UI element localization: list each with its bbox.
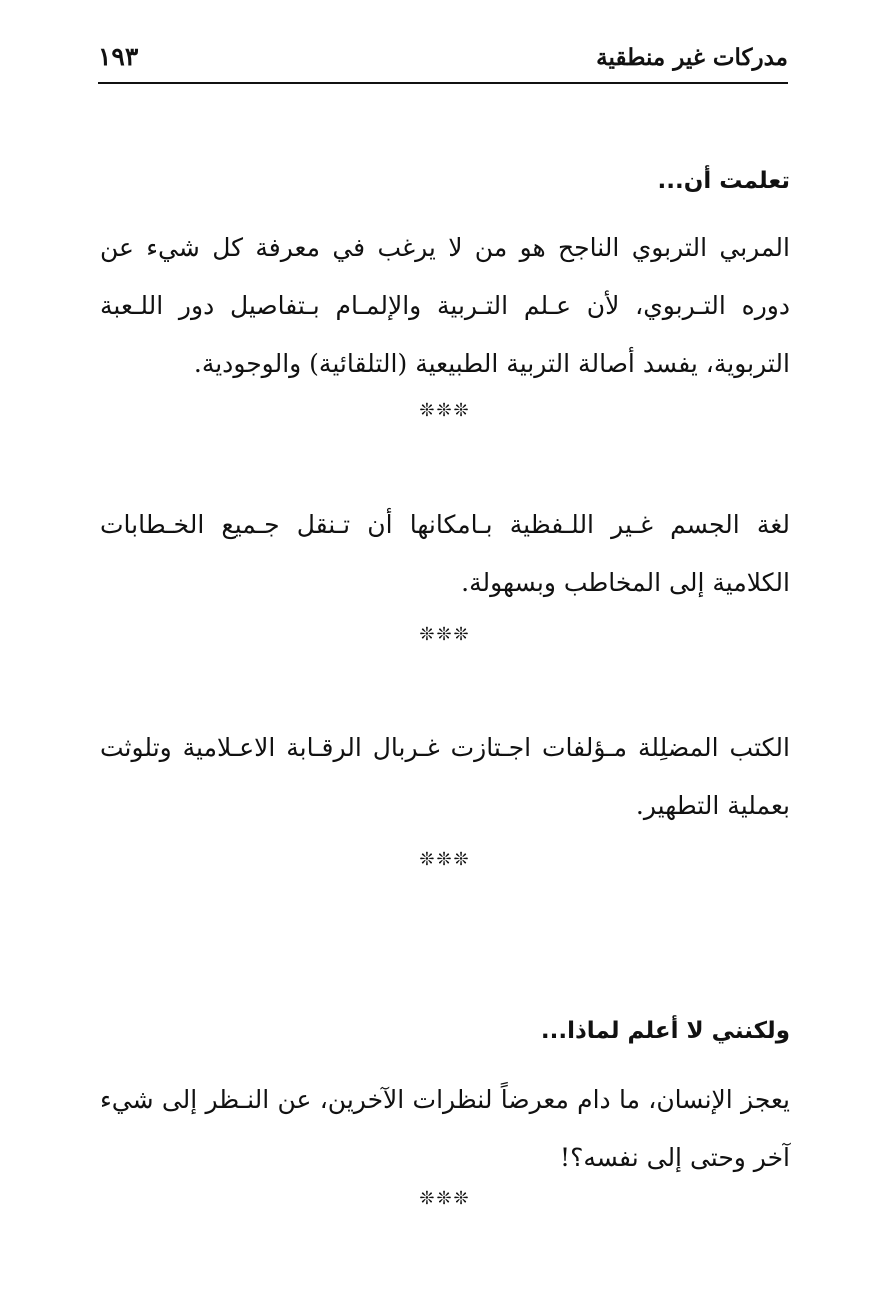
separator: ❊❊❊ — [419, 1188, 471, 1209]
page-number: ١٩٣ — [98, 42, 139, 71]
page-header — [98, 40, 788, 84]
section-3-separator-wrap — [100, 849, 790, 870]
separator: ❊❊❊ — [419, 400, 471, 421]
paragraph: لغة الجسم غـير اللـفظية بـامكانها أن تـنقل جـميع الخـطابات الكلامية إلى المخاطب وبسهولة. — [100, 510, 790, 597]
paragraph: يعجز الإنسان، ما دام معرضاً لنظرات الآخرين، عن النـظر إلى شيء آخر وحتى إلى نفسه؟! — [100, 1085, 790, 1172]
section-heading: تعلمت أن... — [657, 168, 790, 194]
section-heading: ولكنني لا أعلم لماذا... — [540, 1018, 790, 1044]
paragraph: المربي التربوي الناجح هو من لا يرغب في معرفة كل شيء عن دوره التـربوي، لأن عـلم التـربية والإلمـام بـتفاصيل دور اللـعبة التربوية، يفسد أصالة التربية الطبيعية (التلقائية) والوجودية. — [100, 233, 790, 378]
section-4-separator-wrap — [100, 1188, 790, 1209]
section-2-body — [100, 496, 790, 612]
section-2-separator-wrap — [100, 624, 790, 645]
separator: ❊❊❊ — [419, 849, 471, 870]
separator: ❊❊❊ — [419, 624, 471, 645]
paragraph: الكتب المضلِلة مـؤلفات اجـتازت غـربال الرقـابة الاعـلامية وتلوثت بعملية التطهير. — [100, 733, 790, 820]
running-title: مدركات غير منطقية — [596, 44, 788, 71]
section-4 — [100, 1018, 790, 1044]
section-1-separator-wrap — [100, 400, 790, 421]
section-4-body — [100, 1071, 790, 1187]
section-3-body — [100, 719, 790, 835]
section-1-body — [100, 219, 790, 393]
section-1 — [100, 168, 790, 194]
